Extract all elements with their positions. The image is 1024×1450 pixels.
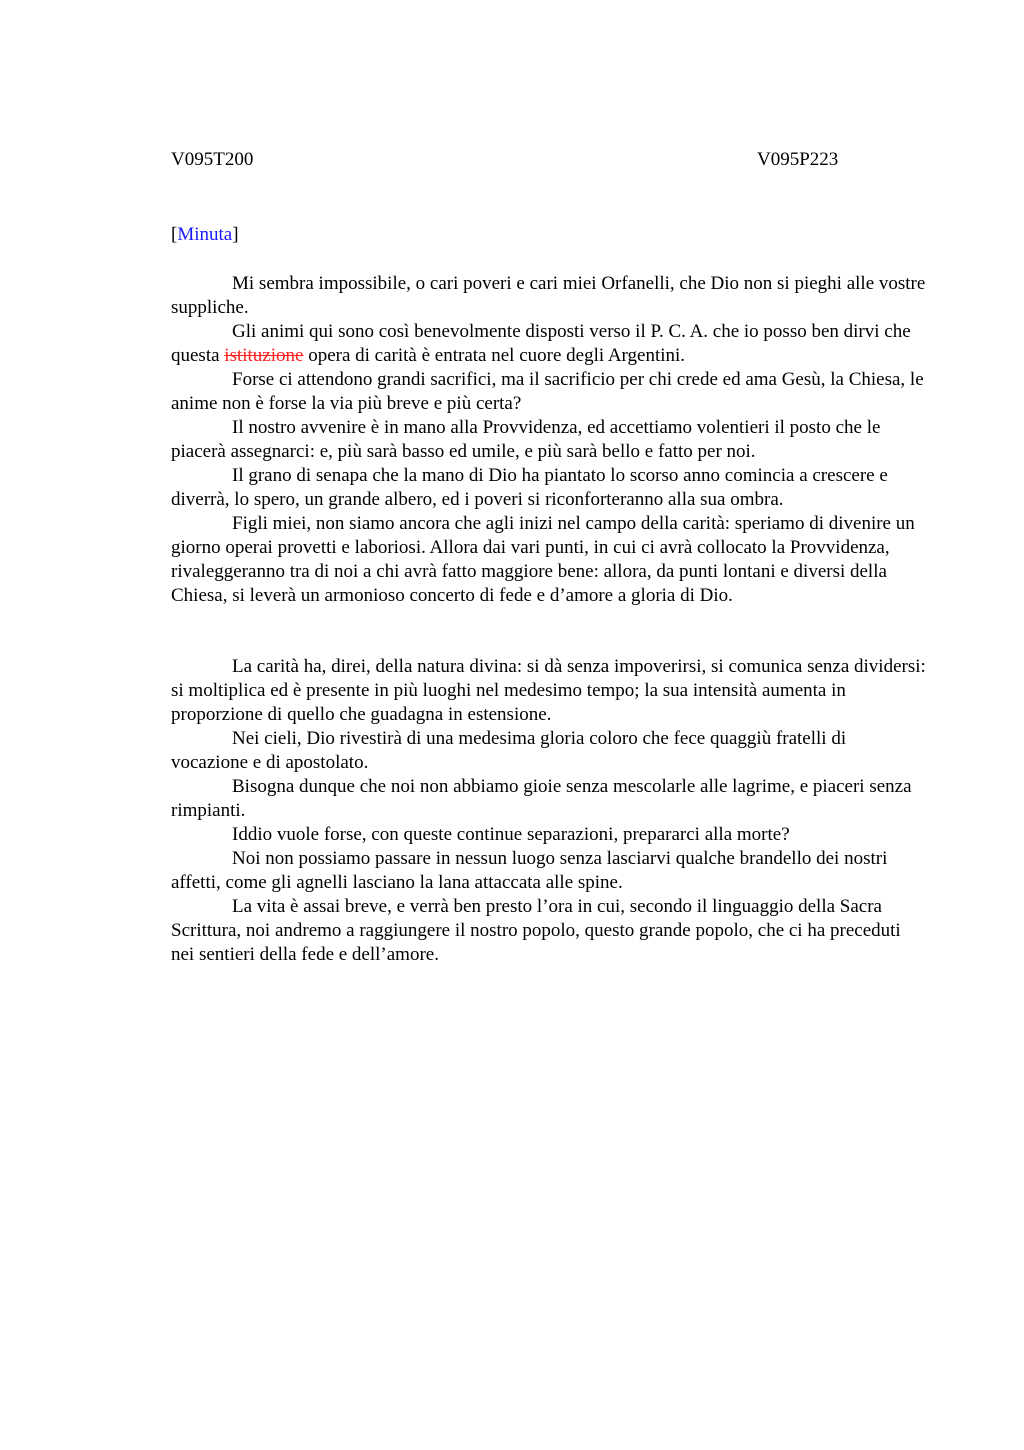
document-reference-left: V095T200 <box>171 149 254 170</box>
paragraph-12: La vita è assai breve, e verrà ben presto l’ora in cui, secondo il linguaggio della Sacra Scrittura, noi andremo a raggiungere il nostro popolo, questo grande popolo, che ci ha preceduti nei sentieri della fede e dell’amore. <box>171 896 901 965</box>
minuta-close-bracket: ] <box>232 224 239 245</box>
paragraph-6: Figli miei, non siamo ancora che agli inizi nel campo della carità: speriamo di divenire un giorno operai provetti e laboriosi. Allora dai vari punti, in cui ci avrà collocato la Provvidenza, rivaleggeranno tra di noi a chi avrà fatto maggiore bene: allora, da punti lontani e diversi della Chiesa, si leverà un armonioso concerto di fede e d’amore a gloria di Dio. <box>171 513 915 606</box>
document-reference-right: V095P223 <box>757 149 839 170</box>
section-2 <box>171 655 926 967</box>
paragraph-4: Il nostro avvenire è in mano alla Provvidenza, ed accettiamo volentieri il posto che le piacerà assegnarci: e, più sarà basso ed umile, e più sarà bello e fatto per noi. <box>171 417 881 462</box>
paragraph-2-text-before: Gli animi qui sono così benevolmente disposti verso il P. C. A. che io posso ben dirvi che questa <box>171 321 911 366</box>
paragraph-9: Bisogna dunque che noi non abbiamo gioie senza mescolarle alle lagrime, e piaceri senza rimpianti. <box>171 776 912 821</box>
paragraph-11: Noi non possiamo passare in nessun luogo senza lasciarvi qualche brandello dei nostri affetti, come gli agnelli lasciano la lana attaccata alle spine. <box>171 848 888 893</box>
minuta-open-bracket: [ <box>171 224 178 245</box>
minuta-word: Minuta <box>177 224 233 245</box>
section-1 <box>171 272 926 608</box>
paragraph-8: Nei cieli, Dio rivestirà di una medesima gloria coloro che fece quaggiù fratelli di vocazione e di apostolato. <box>171 728 847 773</box>
document-page <box>171 143 926 967</box>
struck-word: istituzione <box>224 345 304 366</box>
paragraph-2 <box>171 320 926 368</box>
section-spacer <box>171 608 926 655</box>
paragraph-3: Forse ci attendono grandi sacrifici, ma il sacrificio per chi crede ed ama Gesù, la Chiesa, le anime non è forse la via più breve e più certa? <box>171 369 924 414</box>
paragraph-1: Mi sembra impossibile, o cari poveri e cari miei Orfanelli, che Dio non si pieghi alle vostre suppliche. <box>171 273 926 318</box>
paragraph-10: Iddio vuole forse, con queste continue separazioni, prepararci alla morte? <box>232 824 790 845</box>
header-row <box>171 143 926 173</box>
minuta-label <box>171 223 926 247</box>
paragraph-7: La carità ha, direi, della natura divina: si dà senza impoverirsi, si comunica senza dividersi: si moltiplica ed è presente in più luoghi nel medesimo tempo; la sua intensità aumenta in proporzione di quello che guadagna in estensione. <box>171 656 926 725</box>
paragraph-2-text-after: opera di carità è entrata nel cuore degli Argentini. <box>303 345 686 366</box>
paragraph-5: Il grano di senapa che la mano di Dio ha piantato lo scorso anno comincia a crescere e diverrà, lo spero, un grande albero, ed i poveri si riconforteranno alla sua ombra. <box>171 465 888 510</box>
